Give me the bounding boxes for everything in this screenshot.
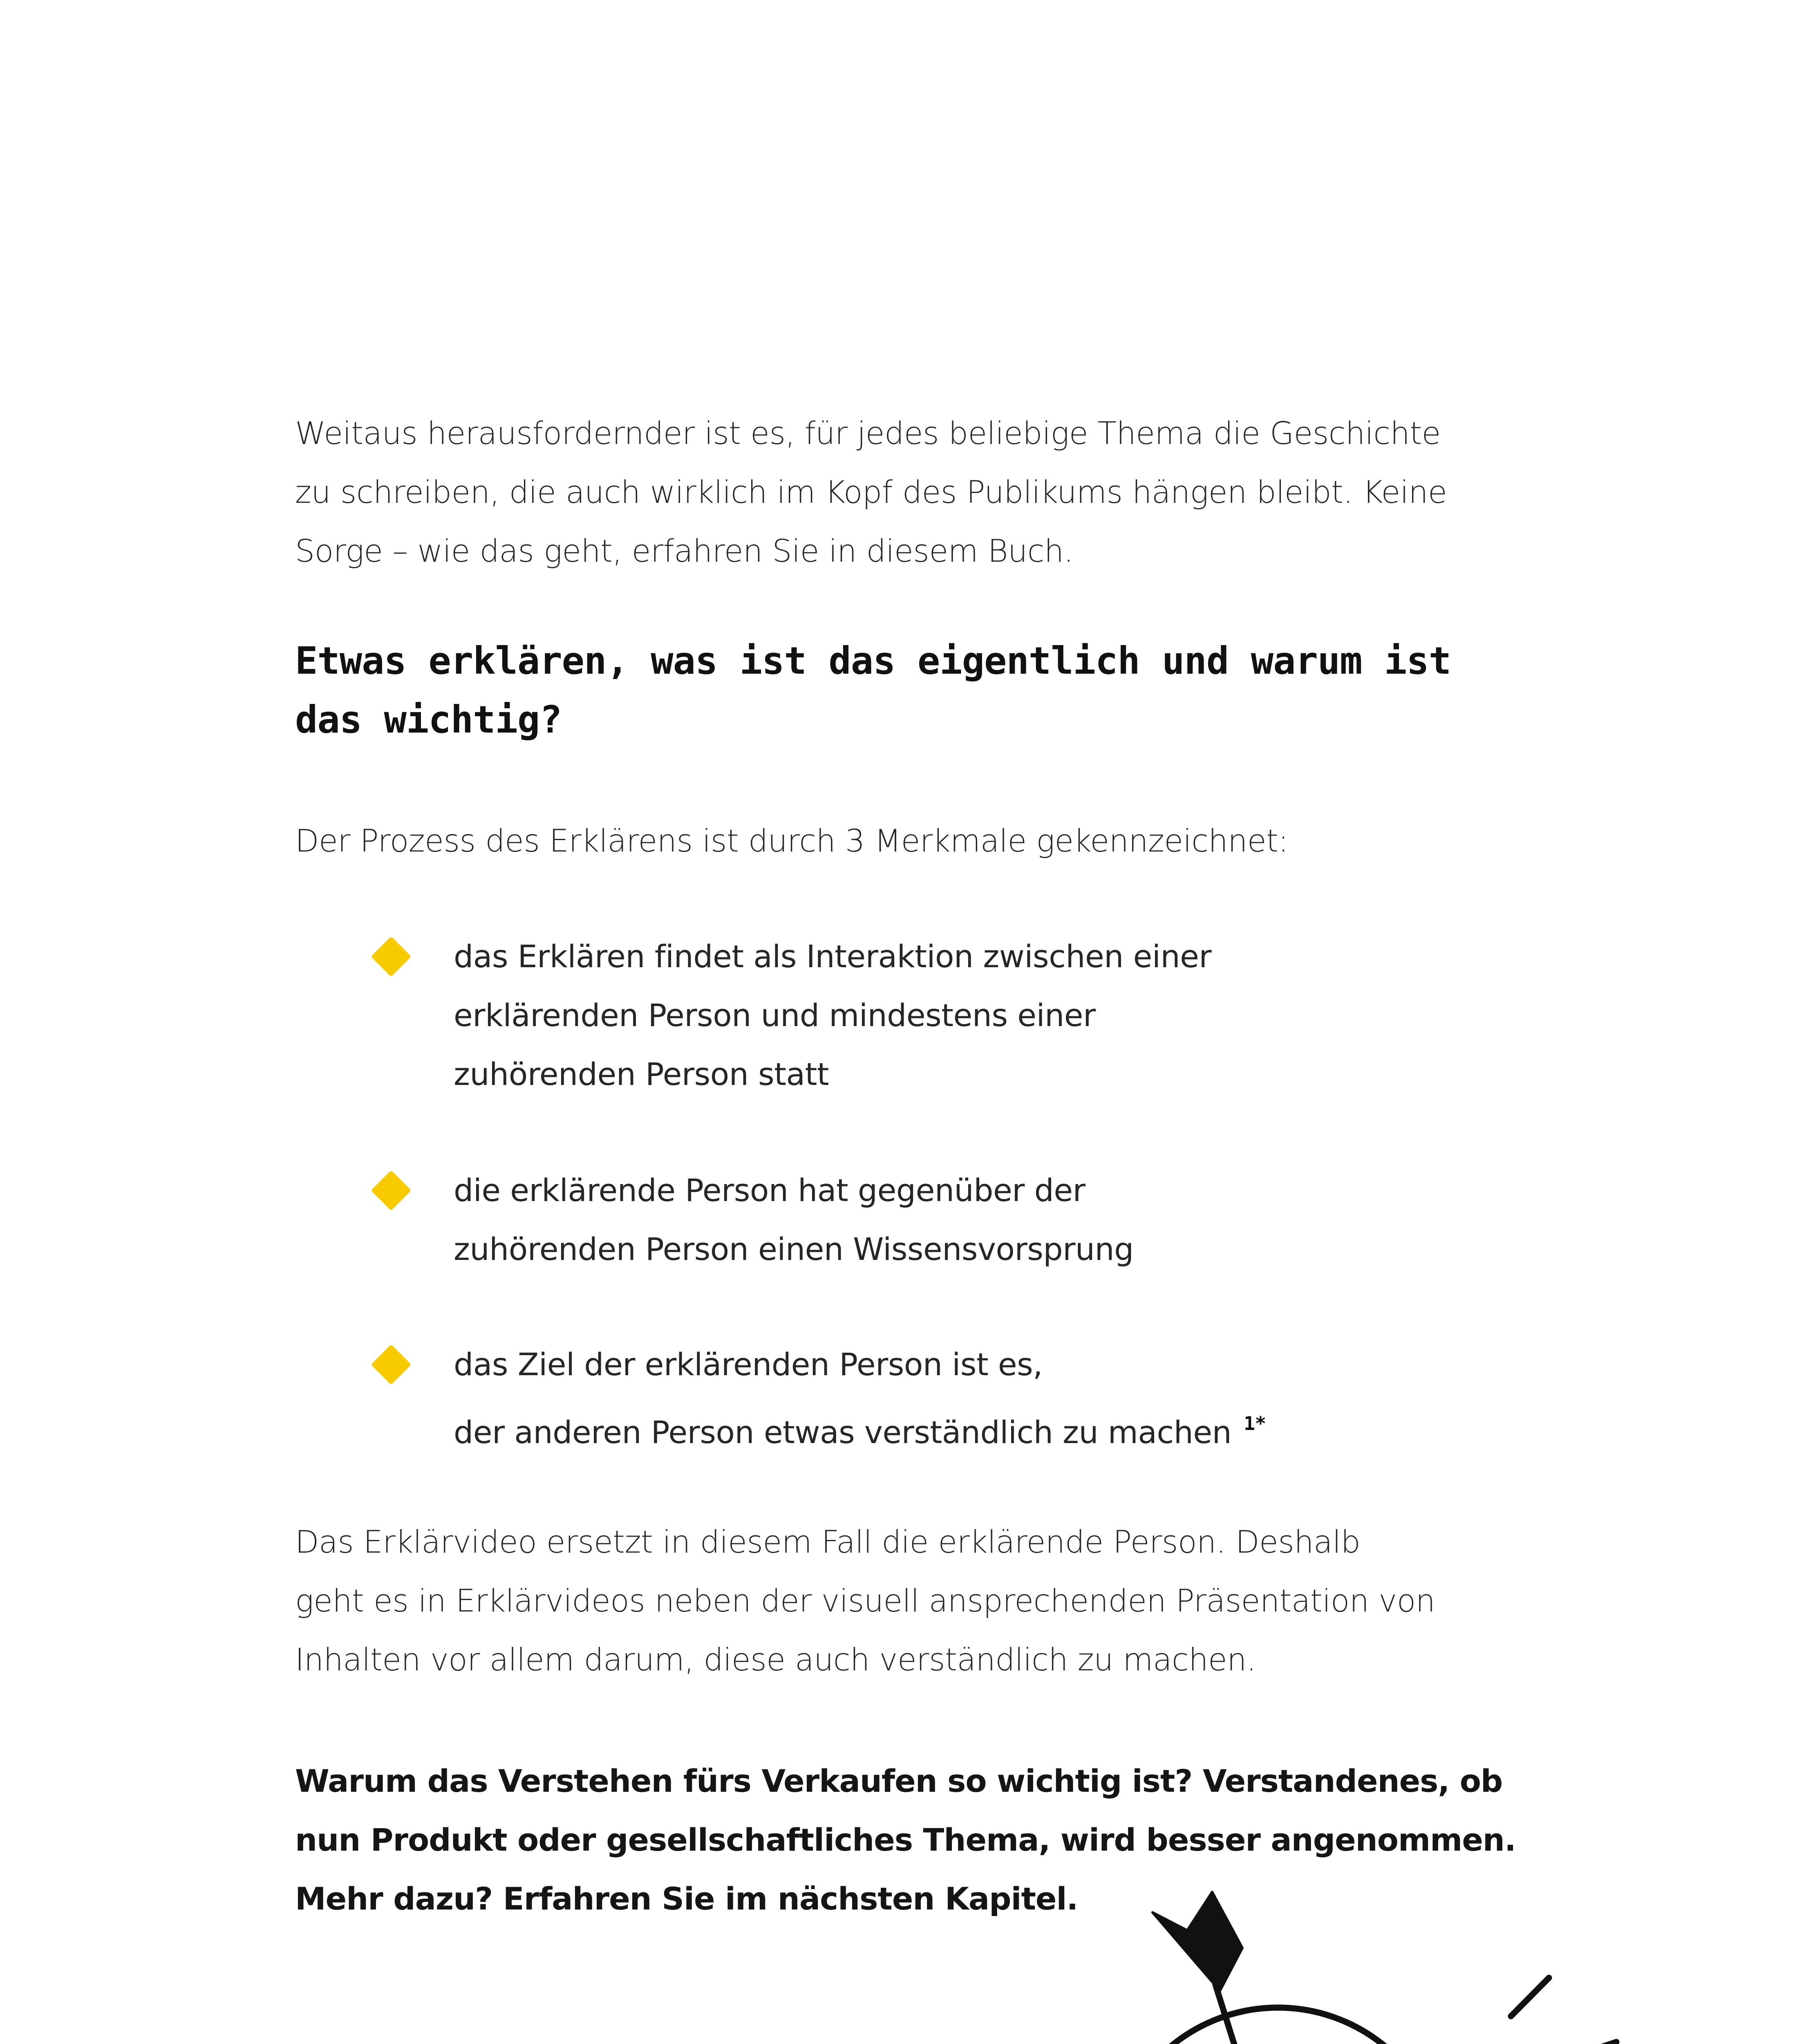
text-line: Warum das Verstehen fürs Verkaufen so wichtig ist? Verstandenes, ob — [295, 1763, 1503, 1799]
text-line: Das Erklärvideo ersetzt in diesem Fall die erklärende Person. Deshalb — [295, 1524, 1361, 1560]
text-line: geht es in Erklärvideos neben der visuell ansprechenden Präsentation von — [295, 1582, 1435, 1619]
burst-line — [1535, 2042, 1616, 2044]
burst-line — [1511, 1978, 1549, 2016]
text-line-content: der anderen Person etwas verständlich zu machen — [454, 1414, 1232, 1450]
text-line: zuhörenden Person einen Wissensvorsprung — [454, 1231, 1134, 1267]
diamond-bullet-icon — [371, 1345, 412, 1385]
intro-paragraph — [295, 404, 1562, 580]
text-line — [454, 1394, 1475, 1462]
text-line: die erklärende Person hat gegenüber der — [454, 1172, 1085, 1208]
section-heading — [295, 632, 1603, 749]
bullet-item — [454, 1161, 1475, 1279]
text-line: zu schreiben, die auch wirklich im Kopf des Publikums hängen bleibt. Keine — [295, 474, 1447, 510]
bullet-item — [454, 1335, 1475, 1462]
heading-line: Etwas erklären, was ist das eigentlich und warum ist — [295, 639, 1451, 683]
text-line: nun Produkt oder gesellschaftliches Thema, wird besser angenommen. — [295, 1822, 1516, 1858]
text-line: Der Prozess des Erklärens ist durch 3 Merkmale gekennzeichnet: — [295, 823, 1289, 859]
text-line: Weitaus herausfordernder ist es, für jedes beliebige Thema die Geschichte — [295, 415, 1441, 451]
body-paragraph — [295, 1513, 1562, 1689]
dart-target-icon — [899, 1880, 1676, 2044]
text-line: zuhörenden Person statt — [454, 1056, 829, 1092]
text-line: Mehr dazu? Erfahren Sie im nächsten Kapitel. — [295, 1880, 1078, 1917]
dart-shaft — [1215, 1985, 1275, 2044]
target-outer-ring — [1110, 2008, 1446, 2044]
diamond-bullet-icon — [371, 1170, 412, 1211]
bullet-item — [454, 927, 1475, 1104]
lead-paragraph — [295, 811, 1562, 870]
text-line: das Erklären findet als Interaktion zwischen einer — [454, 938, 1212, 975]
diamond-bullet-icon — [371, 937, 412, 977]
dart-fletching — [1153, 1892, 1242, 1991]
text-line: Sorge – wie das geht, erfahren Sie in diesem Buch. — [295, 533, 1074, 569]
text-line: das Ziel der erklärenden Person ist es, — [454, 1346, 1043, 1383]
text-line: erklärenden Person und mindestens einer — [454, 997, 1096, 1033]
footnote-marker[interactable]: 1* — [1244, 1412, 1266, 1434]
text-line: Inhalten vor allem darum, diese auch verständlich zu machen. — [295, 1641, 1256, 1678]
heading-line: das wichtig? — [295, 698, 562, 742]
